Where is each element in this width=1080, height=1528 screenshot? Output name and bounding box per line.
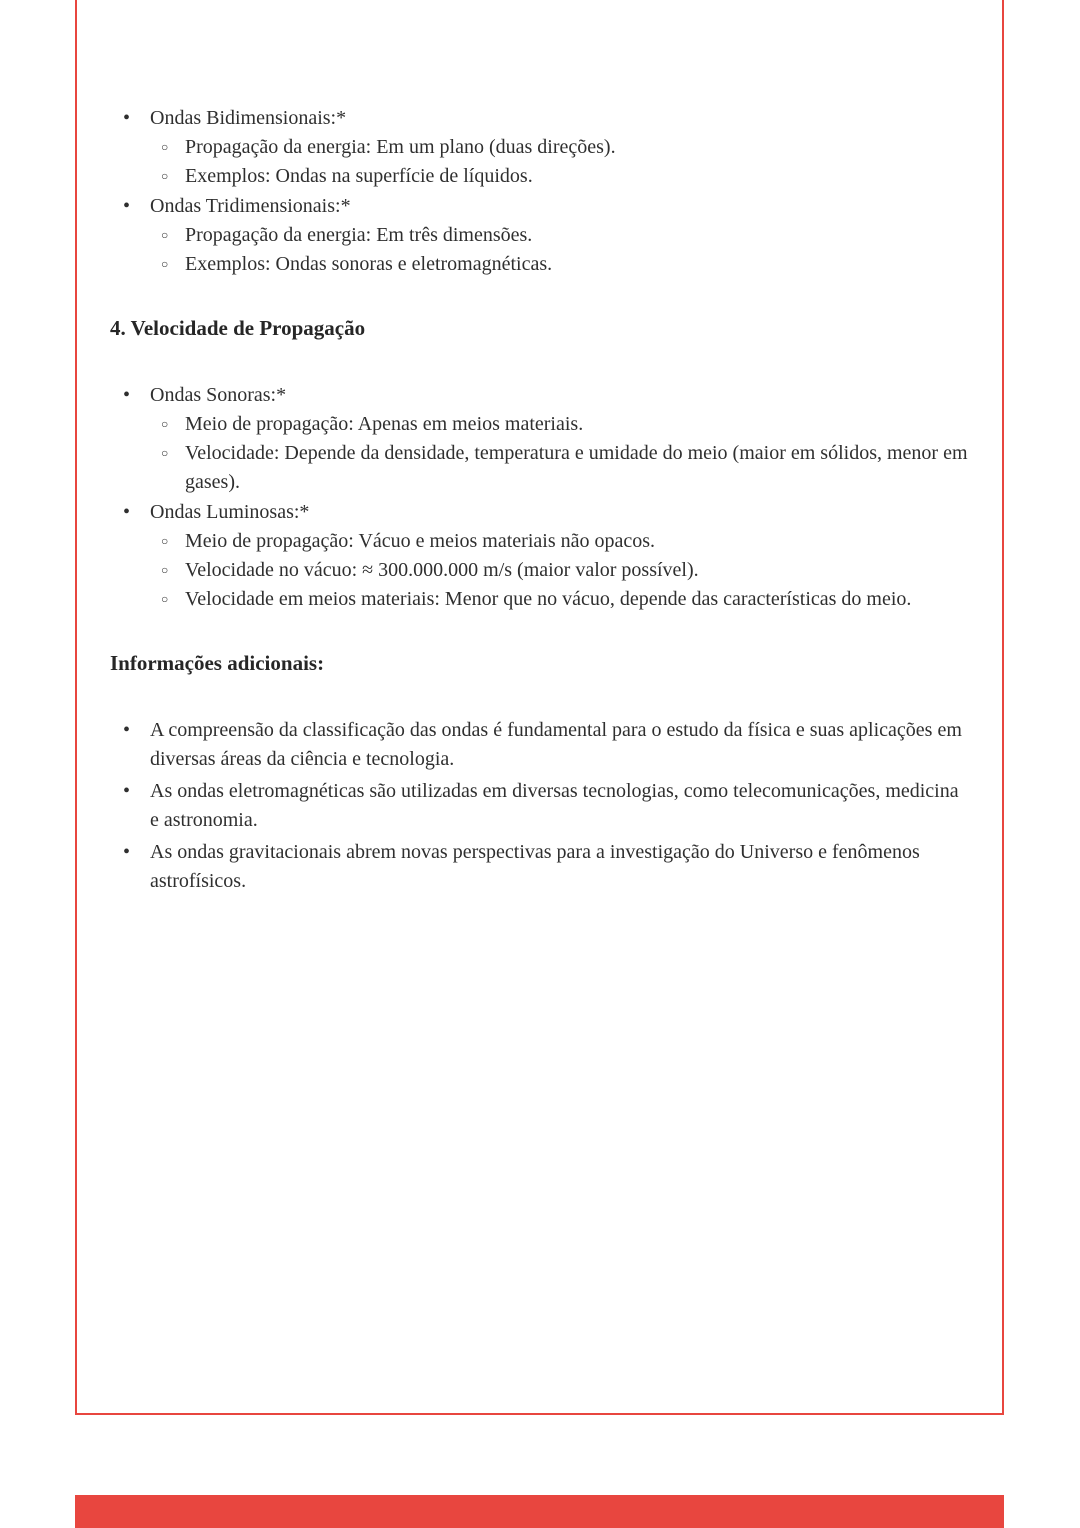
sub-list-item-text: Velocidade: Depende da densidade, temperatura e umidade do meio (maior em sólidos, menor em gases). xyxy=(185,442,968,493)
sub-list-item-text: Velocidade em meios materiais: Menor que no vácuo, depende das características do meio. xyxy=(185,588,912,610)
sub-list-item xyxy=(150,585,972,614)
section-heading-velocidade: 4. Velocidade de Propagação xyxy=(110,316,366,340)
circle-bullet-icon: ○ xyxy=(161,257,169,271)
list-item xyxy=(110,498,972,614)
circle-bullet-icon: ○ xyxy=(161,140,169,154)
list-item xyxy=(110,192,972,279)
sub-list-item xyxy=(150,162,972,191)
sub-list-item-text: Exemplos: Ondas na superfície de líquidos. xyxy=(185,165,533,187)
sub-list-item xyxy=(150,410,972,439)
list-item-text: As ondas gravitacionais abrem novas perspectivas para a investigação do Universo e fenômenos astrofísicos. xyxy=(150,841,920,892)
list-item-label: Ondas Luminosas:* xyxy=(150,501,310,523)
bullet-icon: • xyxy=(123,719,131,741)
sub-list-item-text: Exemplos: Ondas sonoras e eletromagnéticas. xyxy=(185,253,553,275)
sub-list-item xyxy=(150,133,972,162)
list-item xyxy=(110,777,972,835)
page-content xyxy=(77,0,1002,939)
sub-list-item xyxy=(150,250,972,279)
list-item-label: Ondas Tridimensionais:* xyxy=(150,195,351,217)
list-item xyxy=(110,716,972,774)
sub-list-item xyxy=(150,439,972,497)
sub-list-item xyxy=(150,527,972,556)
sub-list-item-text: Meio de propagação: Vácuo e meios materiais não opacos. xyxy=(185,530,656,552)
circle-bullet-icon: ○ xyxy=(161,534,169,548)
sub-list xyxy=(150,527,972,614)
circle-bullet-icon: ○ xyxy=(161,417,169,431)
list-item-text: As ondas eletromagnéticas são utilizadas em diversas tecnologias, como telecomunicações, medicina e astronomia. xyxy=(150,780,959,831)
wave-dimensions-list xyxy=(110,104,972,279)
sub-list xyxy=(150,133,972,191)
sub-list-item-text: Velocidade no vácuo: ≈ 300.000.000 m/s (maior valor possível). xyxy=(185,559,699,581)
list-item-text: A compreensão da classificação das ondas é fundamental para o estudo da física e suas aplicações em diversas áreas da ciência e tecnologia. xyxy=(150,719,962,770)
circle-bullet-icon: ○ xyxy=(161,563,169,577)
sub-list xyxy=(150,221,972,279)
circle-bullet-icon: ○ xyxy=(161,228,169,242)
bullet-icon: • xyxy=(123,501,131,523)
sub-list-item xyxy=(150,556,972,585)
circle-bullet-icon: ○ xyxy=(161,169,169,183)
list-item xyxy=(110,104,972,191)
sub-list-item-text: Propagação da energia: Em um plano (duas direções). xyxy=(185,136,616,158)
sub-list-item xyxy=(150,221,972,250)
propagation-speed-list xyxy=(110,381,972,614)
list-item-label: Ondas Bidimensionais:* xyxy=(150,107,347,129)
circle-bullet-icon: ○ xyxy=(161,446,169,460)
list-item-label: Ondas Sonoras:* xyxy=(150,384,287,406)
circle-bullet-icon: ○ xyxy=(161,592,169,606)
additional-info-list xyxy=(110,716,972,896)
bullet-icon: • xyxy=(123,107,131,129)
list-item xyxy=(110,381,972,497)
bullet-icon: • xyxy=(123,780,131,802)
section-heading-informacoes-adicionais: Informações adicionais: xyxy=(110,651,325,675)
sub-list xyxy=(150,410,972,497)
bullet-icon: • xyxy=(123,195,131,217)
bullet-icon: • xyxy=(123,384,131,406)
bullet-icon: • xyxy=(123,841,131,863)
footer-red-bar xyxy=(75,1495,1004,1528)
sub-list-item-text: Propagação da energia: Em três dimensões. xyxy=(185,224,533,246)
page-border-frame xyxy=(75,0,1004,1415)
sub-list-item-text: Meio de propagação: Apenas em meios materiais. xyxy=(185,413,584,435)
list-item xyxy=(110,838,972,896)
